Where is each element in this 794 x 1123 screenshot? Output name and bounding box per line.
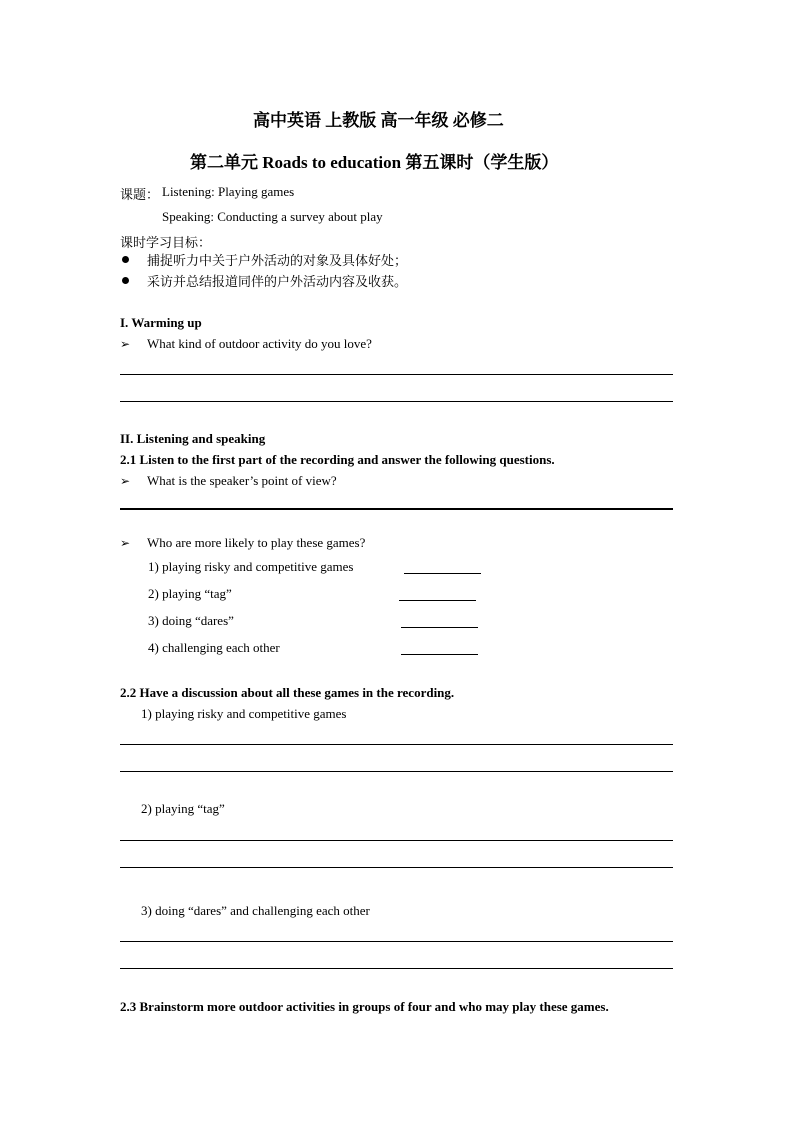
page-subtitle: 第二单元 Roads to education 第五课时（学生版）	[190, 153, 559, 172]
game-item: 1) playing risky and competitive games	[148, 559, 354, 574]
answer-line[interactable]	[120, 374, 673, 375]
part3-heading: 2.3 Brainstorm more outdoor activities in groups of four and who may play these games.	[120, 999, 609, 1014]
warmup-question: What kind of outdoor activity do you love?	[147, 336, 372, 351]
question-who-plays: Who are more likely to play these games?	[147, 535, 366, 550]
answer-line[interactable]	[120, 941, 673, 942]
game-item: 3) doing “dares”	[148, 613, 234, 628]
fill-blank[interactable]	[399, 600, 476, 601]
answer-line[interactable]	[120, 968, 673, 969]
game-item: 2) playing “tag”	[148, 586, 232, 601]
arrow-bullet-icon: ➢	[120, 536, 131, 550]
objectives-label: 课时学习目标：	[120, 236, 212, 251]
topic-label: 课题：	[120, 188, 160, 203]
arrow-bullet-icon: ➢	[120, 474, 131, 488]
arrow-bullet-icon: ➢	[120, 337, 131, 351]
part1-heading: 2.1 Listen to the first part of the recording and answer the following questions.	[120, 452, 555, 467]
part2-heading: 2.2 Have a discussion about all these games in the recording.	[120, 685, 455, 700]
bullet-icon	[122, 256, 129, 263]
page-title: 高中英语 上教版 高一年级 必修二	[253, 111, 504, 130]
question-point-of-view: What is the speaker’s point of view?	[147, 473, 337, 488]
discussion-item: 2) playing “tag”	[141, 801, 225, 816]
bullet-icon	[122, 277, 129, 284]
section2-heading: II. Listening and speaking	[120, 431, 266, 446]
answer-line[interactable]	[120, 744, 673, 745]
topic-speaking: Speaking: Conducting a survey about play	[162, 209, 383, 224]
objective-item: 捕捉听力中关于户外活动的对象及具体好处；	[147, 254, 408, 269]
fill-blank[interactable]	[404, 573, 481, 574]
section1-heading: I. Warming up	[120, 315, 202, 330]
discussion-item: 1) playing risky and competitive games	[141, 706, 347, 721]
game-item: 4) challenging each other	[148, 640, 280, 655]
fill-blank[interactable]	[401, 654, 478, 655]
fill-blank[interactable]	[401, 627, 478, 628]
answer-line[interactable]	[120, 508, 673, 510]
answer-line[interactable]	[120, 867, 673, 868]
topic-listening: Listening: Playing games	[162, 184, 295, 199]
answer-line[interactable]	[120, 771, 673, 772]
answer-line[interactable]	[120, 401, 673, 402]
answer-line[interactable]	[120, 840, 673, 841]
discussion-item: 3) doing “dares” and challenging each other	[141, 903, 370, 918]
objective-item: 采访并总结报道同伴的户外活动内容及收获。	[147, 275, 408, 290]
